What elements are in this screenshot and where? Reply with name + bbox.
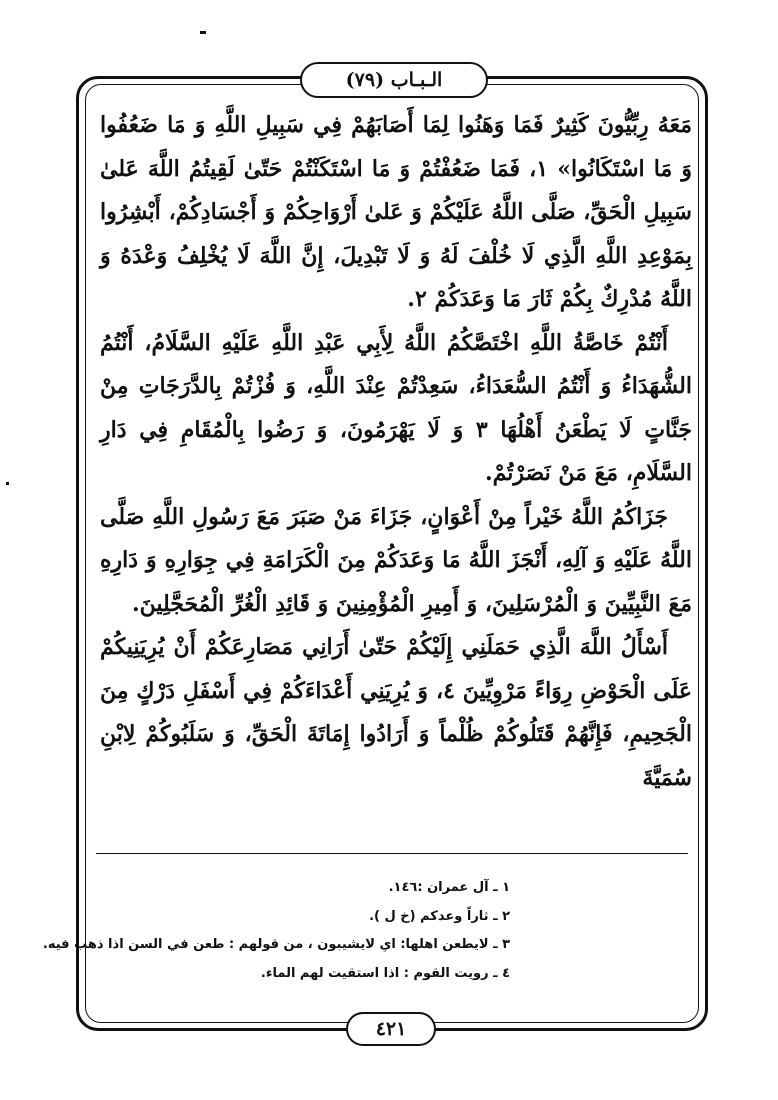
- paragraph: أَنْتُمْ خَاصَّةُ اللَّهِ اخْتَصَّكُمُ اللَّهُ لِأَبِي عَبْدِ اللَّهِ عَلَيْهِ السَّلَامُ، أَنْتُمُ الشُّهَدَاءُ وَ أَنْتُمُ السُّعَدَاءُ، سَعِدْتُمْ عِنْدَ اللَّهِ، وَ فُزْتُمْ بِالدَّرَجَاتِ مِنْ جَنَّاتٍ لَا يَطْعَنُ أَهْلُهَا ٣ وَ لَا يَهْرَمُونَ، وَ رَضُوا بِالْمُقَامِ فِي دَارِ السَّلَامِ، مَعَ مَنْ نَصَرْتُمْ.: [100, 329, 692, 486]
- footnote: ٣ ـ لايطعن اهلها: اي لايشيبون ، من قولهم : طعن في السن اذا ذهب فيه.: [42, 937, 510, 952]
- paragraph: أَسْأَلُ اللَّهَ الَّذِي حَمَلَنِي إِلَيْكُمْ حَتّىٰ أَرَانِي مَصَارِعَكُمْ أَنْ يُرِيَنِيكُمْ عَلَى الْحَوْضِ رِوَاءً مَرْوِيِّينَ ٤، وَ يُرِيَنِي أَعْدَاءَكُمْ فِي أَسْفَلِ دَرْكٍ مِنَ الْجَحِيمِ، فَإِنَّهُمْ قَتَلُوكُمْ ظُلْماً وَ أَرَادُوا إِمَاتَةَ الْحَقِّ، وَ سَلَبُوكُمْ لِابْنِ سُمَيَّةَ: [100, 634, 692, 791]
- chapter-title: الـبـاب (٧٩): [345, 69, 443, 91]
- footnote-separator: [96, 853, 688, 854]
- footnote: ٤ ـ رويت القوم : اذا استقيت لهم الماء.: [260, 965, 510, 981]
- page-number: ٤٢١: [375, 1018, 407, 1040]
- chapter-header: [300, 62, 488, 98]
- main-text: [100, 104, 692, 800]
- paragraph: مَعَهُ رِبِّيُّونَ كَثِيرٌ فَمَا وَهَنُوا لِمَا أَصَابَهُمْ فِي سَبِيلِ اللَّهِ وَ مَا ضَعُفُوا وَ مَا اسْتَكَانُوا» ١، فَمَا ضَعُفْتُمْ وَ مَا اسْتَكَنْتُمْ حَتّىٰ لَقِيتُمُ اللَّهَ عَلىٰ سَبِيلِ الْحَقِّ، صَلَّى اللَّهُ عَلَيْكُمْ وَ عَلىٰ أَرْوَاحِكُمْ وَ أَجْسَادِكُمْ، أَبْشِرُوا بِمَوْعِدِ اللَّهِ الَّذِي لَا خُلْفَ لَهُ وَ لَا تَبْدِيلَ، إِنَّ اللَّهَ لَا يُخْلِفُ وَعْدَهُ وَ اللَّهُ مُدْرِكٌ بِكُمْ ثَارَ مَا وَعَدَكُمْ ٢.: [100, 112, 692, 312]
- footnote: ١ ـ آل عمران :١٤٦.: [388, 880, 510, 895]
- page-number-box: [346, 1012, 436, 1046]
- scan-speck: [200, 31, 206, 34]
- footnotes: [42, 874, 510, 988]
- paragraph: جَزَاكُمُ اللَّهُ خَيْراً مِنْ أَعْوَانٍ، جَزَاءَ مَنْ صَبَرَ مَعَ رَسُولِ اللَّهِ صَلَّى اللَّهُ عَلَيْهِ وَ آلِهِ، أَنْجَزَ اللَّهُ مَا وَعَدَكُمْ مِنَ الْكَرَامَةِ فِي جِوَارِهِ وَ دَارِهِ مَعَ النَّبِيِّينَ وَ الْمُرْسَلِينَ، وَ أَمِيرِ الْمُؤْمِنِينَ وَ قَائِدِ الْغُرِّ الْمُحَجَّلِينَ.: [100, 503, 692, 617]
- scan-speck: [6, 482, 9, 485]
- footnote: ٢ ـ ثاراً وعدكم (خ ل ).: [369, 908, 510, 924]
